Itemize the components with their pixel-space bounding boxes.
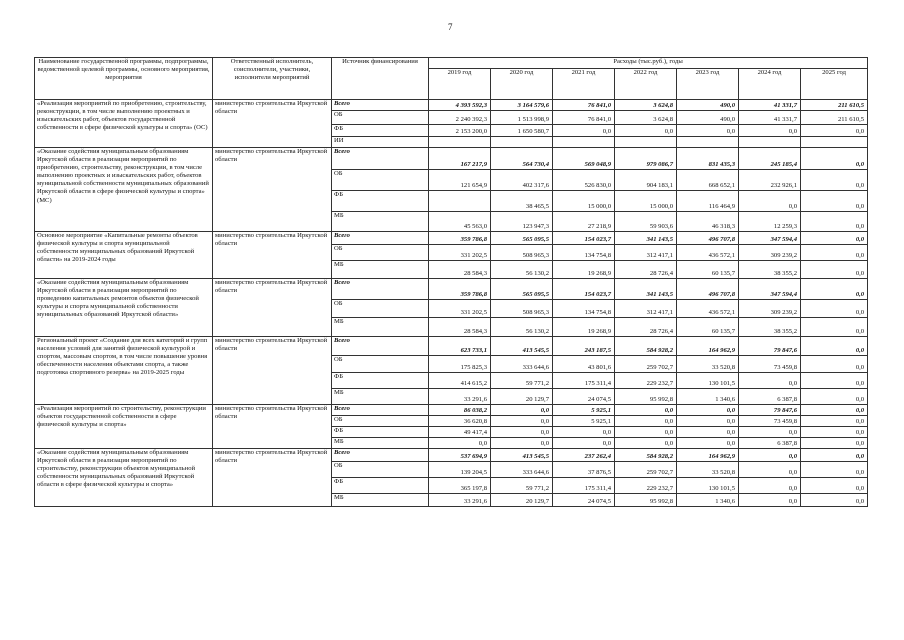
measure-name: «Оказание содействия муниципальным образованиям Иркутской области в реализации мероприятий по проведению капитальных ремонтов объектов физической культуры и спорта муниципальной собственности муниципальных образований Иркутской области» (35, 279, 213, 337)
amount-cell: 0,0 (677, 438, 739, 449)
amount-cell: 402 317,6 (491, 170, 553, 191)
amount-cell (429, 191, 491, 212)
amount-cell: 33 291,6 (429, 494, 491, 507)
amount-cell: 0,0 (739, 373, 801, 389)
amount-cell: 79 847,6 (739, 337, 801, 356)
amount-cell: 414 615,2 (429, 373, 491, 389)
amount-cell: 175 311,4 (553, 373, 615, 389)
amount-cell: 211 610,5 (801, 111, 868, 125)
funding-source: Всего (332, 148, 429, 170)
table-row (35, 405, 868, 416)
measure-executor: министерство строительства Иркутской области (213, 100, 332, 148)
amount-cell: 0,0 (739, 449, 801, 462)
amount-cell: 490,0 (677, 100, 739, 111)
amount-cell: 86 038,2 (429, 405, 491, 416)
funding-source: МБ (332, 261, 429, 279)
amount-cell: 0,0 (801, 245, 868, 261)
amount-cell: 59 771,2 (491, 373, 553, 389)
funding-source: МБ (332, 438, 429, 449)
amount-cell (553, 137, 615, 148)
funding-source: Всего (332, 449, 429, 462)
amount-cell: 95 992,8 (615, 389, 677, 405)
amount-cell: 569 048,9 (553, 148, 615, 170)
amount-cell: 0,0 (801, 148, 868, 170)
amount-cell: 1 650 580,7 (491, 125, 553, 137)
amount-cell (429, 137, 491, 148)
measure-name: «Реализация мероприятий по приобретению, строительству, реконструкции, в том числе выполнению проектных и изыскательских работ, объектов государственной собственности в сфере физической культуры и спорта» (ОС) (35, 100, 213, 148)
amount-cell: 59 771,2 (491, 478, 553, 494)
amount-cell: 0,0 (801, 494, 868, 507)
amount-cell: 1 340,6 (677, 494, 739, 507)
amount-cell: 0,0 (801, 462, 868, 478)
amount-cell: 0,0 (801, 232, 868, 245)
amount-cell: 20 129,7 (491, 389, 553, 405)
measure-name: «Оказание содействия муниципальным образованиям Иркутской области в реализации мероприятий по приобретению, строительству, реконструкции, в том числе выполнению проектных и изыскательских работ, объектов муниципальной собственности муниципальных образований Иркутской области в сфере физической культуры и спорта» (МС) (35, 148, 213, 232)
amount-cell: 116 464,9 (677, 191, 739, 212)
funding-source: ФБ (332, 373, 429, 389)
amount-cell: 121 654,9 (429, 170, 491, 191)
header-year: 2020 год (491, 69, 553, 100)
amount-cell: 0,0 (801, 405, 868, 416)
amount-cell: 0,0 (739, 462, 801, 478)
funding-source: Всего (332, 232, 429, 245)
amount-cell: 333 644,6 (491, 462, 553, 478)
measure-executor: министерство строительства Иркутской области (213, 449, 332, 507)
amount-cell (615, 137, 677, 148)
amount-cell: 331 202,5 (429, 300, 491, 318)
funding-source: ОБ (332, 245, 429, 261)
amount-cell: 0,0 (739, 478, 801, 494)
funding-source: ОБ (332, 416, 429, 427)
amount-cell: 0,0 (801, 261, 868, 279)
measure-executor: министерство строительства Иркутской области (213, 148, 332, 232)
amount-cell: 0,0 (801, 212, 868, 232)
amount-cell: 27 218,9 (553, 212, 615, 232)
amount-cell: 28 726,4 (615, 318, 677, 337)
amount-cell: 12 259,3 (739, 212, 801, 232)
amount-cell: 33 520,8 (677, 462, 739, 478)
amount-cell: 584 928,2 (615, 449, 677, 462)
amount-cell: 211 610,5 (801, 100, 868, 111)
amount-cell: 229 232,7 (615, 478, 677, 494)
amount-cell: 0,0 (801, 170, 868, 191)
funding-source: ОБ (332, 170, 429, 191)
amount-cell: 175 311,4 (553, 478, 615, 494)
funding-source: Всего (332, 337, 429, 356)
amount-cell: 3 164 579,6 (491, 100, 553, 111)
amount-cell: 73 459,8 (739, 416, 801, 427)
amount-cell: 0,0 (801, 125, 868, 137)
amount-cell: 584 928,2 (615, 337, 677, 356)
amount-cell: 6 387,8 (739, 389, 801, 405)
amount-cell: 0,0 (615, 125, 677, 137)
amount-cell: 0,0 (491, 405, 553, 416)
amount-cell: 904 183,1 (615, 170, 677, 191)
amount-cell: 0,0 (677, 405, 739, 416)
amount-cell: 0,0 (677, 416, 739, 427)
amount-cell: 37 876,5 (553, 462, 615, 478)
amount-cell: 0,0 (615, 438, 677, 449)
amount-cell: 0,0 (739, 125, 801, 137)
amount-cell: 359 786,8 (429, 232, 491, 245)
funding-source: ОБ (332, 111, 429, 125)
amount-cell: 0,0 (615, 405, 677, 416)
amount-cell: 2 240 392,3 (429, 111, 491, 125)
amount-cell: 259 702,7 (615, 356, 677, 373)
amount-cell: 164 962,9 (677, 449, 739, 462)
amount-cell (739, 137, 801, 148)
amount-cell: 331 202,5 (429, 245, 491, 261)
amount-cell: 831 435,3 (677, 148, 739, 170)
table-row (35, 100, 868, 111)
amount-cell: 0,0 (801, 318, 868, 337)
amount-cell: 2 153 200,0 (429, 125, 491, 137)
amount-cell: 312 417,1 (615, 245, 677, 261)
amount-cell: 49 417,4 (429, 427, 491, 438)
amount-cell: 33 291,6 (429, 389, 491, 405)
amount-cell: 175 825,3 (429, 356, 491, 373)
amount-cell: 347 594,4 (739, 232, 801, 245)
amount-cell: 347 594,4 (739, 279, 801, 300)
amount-cell: 232 926,1 (739, 170, 801, 191)
header-year: 2024 год (739, 69, 801, 100)
amount-cell: 436 572,1 (677, 300, 739, 318)
amount-cell: 496 707,8 (677, 232, 739, 245)
amount-cell (801, 137, 868, 148)
amount-cell: 134 754,8 (553, 245, 615, 261)
financing-table (34, 57, 868, 507)
funding-source: ИИ (332, 137, 429, 148)
measure-name: «Реализация мероприятий по строительству, реконструкции объектов государственной собственности в сфере физической культуры и спорта» (35, 405, 213, 449)
amount-cell: 28 584,3 (429, 261, 491, 279)
amount-cell: 0,0 (739, 427, 801, 438)
amount-cell: 359 786,8 (429, 279, 491, 300)
amount-cell: 436 572,1 (677, 245, 739, 261)
amount-cell: 0,0 (677, 427, 739, 438)
funding-source: Всего (332, 100, 429, 111)
amount-cell: 3 624,8 (615, 100, 677, 111)
amount-cell: 123 947,3 (491, 212, 553, 232)
header-executor: Ответственный исполнитель, соисполнители, участники, исполнители мероприятий (213, 58, 332, 100)
funding-source: Всего (332, 405, 429, 416)
amount-cell: 20 129,7 (491, 494, 553, 507)
table-row (35, 449, 868, 462)
page-number: 7 (448, 22, 453, 32)
amount-cell: 508 965,3 (491, 245, 553, 261)
amount-cell: 154 023,7 (553, 279, 615, 300)
amount-cell: 537 694,9 (429, 449, 491, 462)
funding-source: МБ (332, 494, 429, 507)
amount-cell: 564 730,4 (491, 148, 553, 170)
amount-cell: 19 268,9 (553, 318, 615, 337)
amount-cell: 0,0 (553, 438, 615, 449)
amount-cell: 0,0 (801, 356, 868, 373)
amount-cell: 46 318,3 (677, 212, 739, 232)
amount-cell: 60 135,7 (677, 261, 739, 279)
amount-cell: 59 903,6 (615, 212, 677, 232)
amount-cell: 0,0 (801, 478, 868, 494)
amount-cell: 565 095,5 (491, 232, 553, 245)
amount-cell: 229 232,7 (615, 373, 677, 389)
table-row (35, 337, 868, 356)
amount-cell: 312 417,1 (615, 300, 677, 318)
header-year: 2023 год (677, 69, 739, 100)
header-expenses: Расходы (тыс.руб.), годы (429, 58, 868, 69)
amount-cell: 76 841,0 (553, 100, 615, 111)
amount-cell: 73 459,8 (739, 356, 801, 373)
amount-cell: 0,0 (491, 427, 553, 438)
funding-source: ОБ (332, 300, 429, 318)
amount-cell: 79 847,6 (739, 405, 801, 416)
amount-cell: 154 023,7 (553, 232, 615, 245)
amount-cell: 19 268,9 (553, 261, 615, 279)
amount-cell: 0,0 (553, 125, 615, 137)
amount-cell: 6 387,8 (739, 438, 801, 449)
amount-cell: 38 355,2 (739, 318, 801, 337)
amount-cell: 413 545,5 (491, 337, 553, 356)
funding-source: ФБ (332, 125, 429, 137)
amount-cell: 0,0 (801, 427, 868, 438)
amount-cell: 43 801,6 (553, 356, 615, 373)
table-row (35, 148, 868, 170)
amount-cell: 36 620,8 (429, 416, 491, 427)
amount-cell: 3 624,8 (615, 111, 677, 125)
amount-cell: 28 584,3 (429, 318, 491, 337)
funding-source: ОБ (332, 462, 429, 478)
amount-cell: 333 644,6 (491, 356, 553, 373)
amount-cell: 0,0 (615, 427, 677, 438)
amount-cell: 24 074,5 (553, 389, 615, 405)
amount-cell: 41 331,7 (739, 100, 801, 111)
amount-cell: 565 095,5 (491, 279, 553, 300)
amount-cell (677, 137, 739, 148)
amount-cell: 15 000,0 (553, 191, 615, 212)
header-year: 2025 год (801, 69, 868, 100)
amount-cell: 0,0 (677, 125, 739, 137)
amount-cell: 38 355,2 (739, 261, 801, 279)
amount-cell: 56 130,2 (491, 318, 553, 337)
amount-cell: 0,0 (801, 279, 868, 300)
funding-source: ФБ (332, 427, 429, 438)
amount-cell: 0,0 (739, 494, 801, 507)
header-year: 2019 год (429, 69, 491, 100)
amount-cell: 1 513 998,9 (491, 111, 553, 125)
funding-source: ФБ (332, 478, 429, 494)
amount-cell: 309 239,2 (739, 300, 801, 318)
amount-cell: 33 520,8 (677, 356, 739, 373)
amount-cell: 0,0 (801, 373, 868, 389)
amount-cell: 237 262,4 (553, 449, 615, 462)
amount-cell: 139 204,5 (429, 462, 491, 478)
measure-executor: министерство строительства Иркутской области (213, 279, 332, 337)
amount-cell: 45 563,0 (429, 212, 491, 232)
amount-cell: 623 733,1 (429, 337, 491, 356)
amount-cell: 341 143,5 (615, 232, 677, 245)
amount-cell: 341 143,5 (615, 279, 677, 300)
amount-cell: 56 130,2 (491, 261, 553, 279)
amount-cell: 1 340,6 (677, 389, 739, 405)
measure-executor: министерство строительства Иркутской области (213, 405, 332, 449)
amount-cell: 0,0 (801, 438, 868, 449)
amount-cell: 0,0 (491, 438, 553, 449)
amount-cell: 243 187,5 (553, 337, 615, 356)
measure-name: Основное мероприятие «Капитальные ремонты объектов физической культуры и спорта муниципальной собственности муниципальных образований Иркутской области» на 2019-2024 годы (35, 232, 213, 279)
header-year: 2022 год (615, 69, 677, 100)
amount-cell: 24 074,5 (553, 494, 615, 507)
amount-cell: 0,0 (801, 191, 868, 212)
amount-cell: 245 185,4 (739, 148, 801, 170)
amount-cell (491, 137, 553, 148)
amount-cell: 413 545,5 (491, 449, 553, 462)
amount-cell: 668 652,1 (677, 170, 739, 191)
amount-cell: 164 962,9 (677, 337, 739, 356)
measure-name: «Оказание содействия муниципальным образованиям Иркутской области в реализации мероприятий по строительству, реконструкции объектов муниципальной собственности муниципальных образований Иркутской области в сфере физической культуры и спорта» (35, 449, 213, 507)
header-name: Наименование государственной программы, подпрограммы, ведомственной целевой программы, основного мероприятия, мероприятия (35, 58, 213, 100)
header-year: 2021 год (553, 69, 615, 100)
amount-cell: 28 726,4 (615, 261, 677, 279)
amount-cell: 167 217,9 (429, 148, 491, 170)
amount-cell: 0,0 (615, 416, 677, 427)
amount-cell: 0,0 (801, 449, 868, 462)
amount-cell: 0,0 (801, 300, 868, 318)
amount-cell: 4 393 592,3 (429, 100, 491, 111)
table-row (35, 232, 868, 245)
amount-cell: 5 925,1 (553, 405, 615, 416)
amount-cell: 5 925,1 (553, 416, 615, 427)
funding-source: МБ (332, 212, 429, 232)
funding-source: Всего (332, 279, 429, 300)
amount-cell: 0,0 (553, 427, 615, 438)
amount-cell: 0,0 (801, 389, 868, 405)
measure-executor: министерство строительства Иркутской области (213, 337, 332, 405)
funding-source: ФБ (332, 191, 429, 212)
amount-cell: 0,0 (491, 416, 553, 427)
amount-cell: 15 000,0 (615, 191, 677, 212)
amount-cell: 979 086,7 (615, 148, 677, 170)
amount-cell: 76 841,0 (553, 111, 615, 125)
funding-source: МБ (332, 389, 429, 405)
amount-cell: 508 965,3 (491, 300, 553, 318)
amount-cell: 134 754,8 (553, 300, 615, 318)
header-source: Источник финансирования (332, 58, 429, 100)
amount-cell: 309 239,2 (739, 245, 801, 261)
amount-cell: 526 830,0 (553, 170, 615, 191)
amount-cell: 0,0 (739, 191, 801, 212)
measure-executor: министерство строительства Иркутской области (213, 232, 332, 279)
amount-cell: 60 135,7 (677, 318, 739, 337)
measure-name: Региональный проект «Создание для всех категорий и групп населения условий для занятий физической культурой и спортом, массовым спортом, в том числе повышение уровня обеспеченности населения объектами спорта, а также подготовка спортивного резерва» на 2019-2025 годы (35, 337, 213, 405)
amount-cell: 365 197,8 (429, 478, 491, 494)
amount-cell: 38 465,5 (491, 191, 553, 212)
amount-cell: 41 331,7 (739, 111, 801, 125)
funding-source: ОБ (332, 356, 429, 373)
amount-cell: 496 707,8 (677, 279, 739, 300)
table-row (35, 279, 868, 300)
amount-cell: 0,0 (801, 416, 868, 427)
amount-cell: 95 992,8 (615, 494, 677, 507)
amount-cell: 0,0 (801, 337, 868, 356)
amount-cell: 130 101,5 (677, 478, 739, 494)
amount-cell: 0,0 (429, 438, 491, 449)
amount-cell: 130 101,5 (677, 373, 739, 389)
amount-cell: 490,0 (677, 111, 739, 125)
amount-cell: 259 702,7 (615, 462, 677, 478)
funding-source: МБ (332, 318, 429, 337)
